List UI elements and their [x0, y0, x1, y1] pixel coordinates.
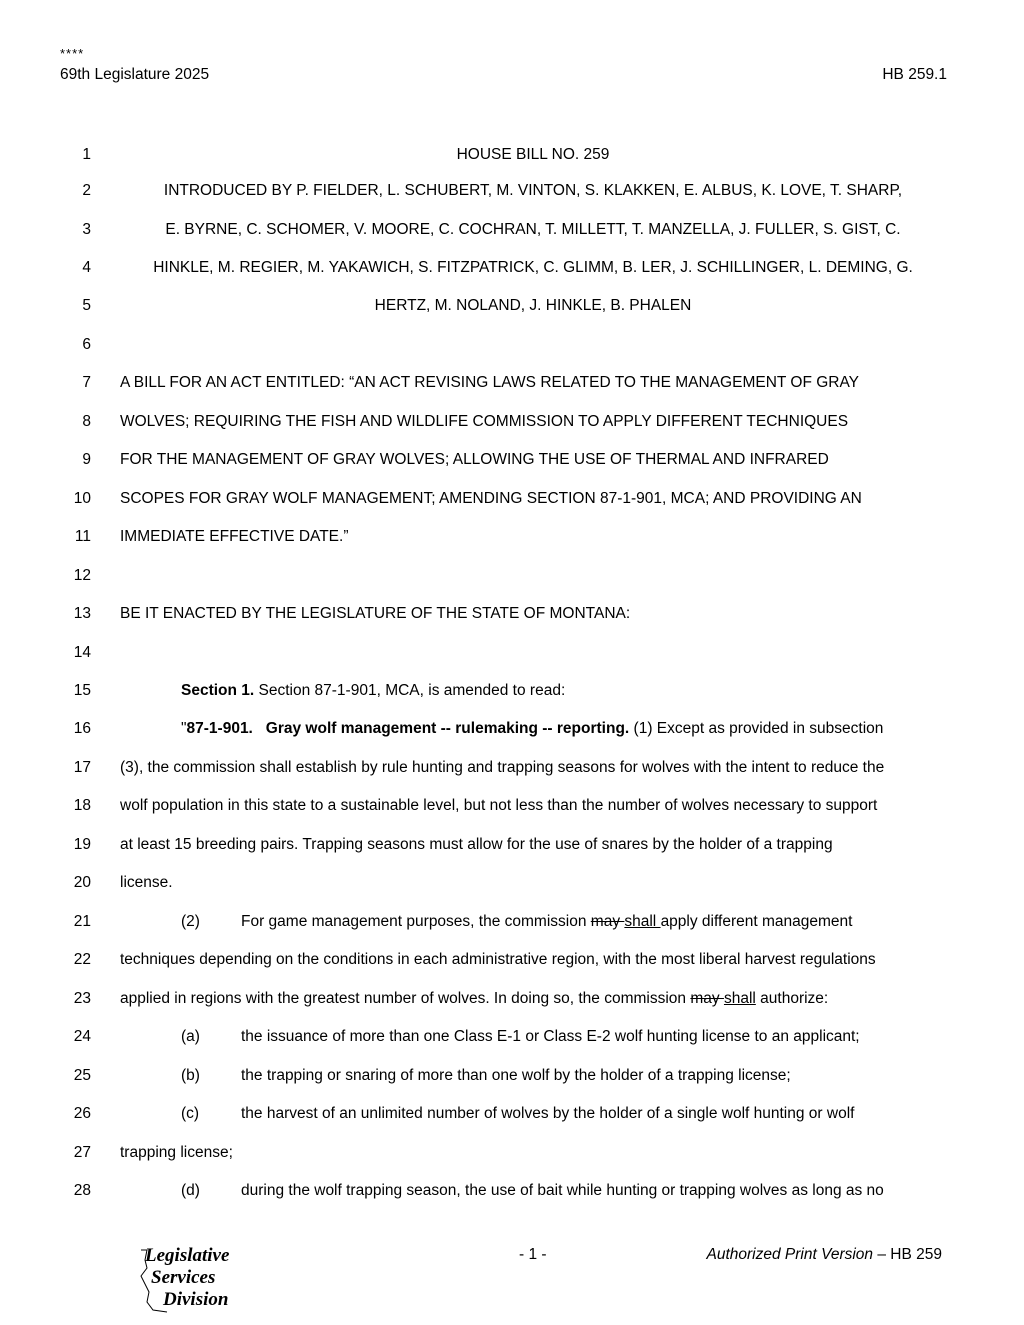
line-12: [0, 567, 1024, 587]
line-10: [0, 490, 1024, 510]
statute-text: (3), the commission shall establish by rule hunting and trapping seasons for wolves with the intent to reduce the: [120, 759, 885, 776]
deleted-text: may: [590, 913, 625, 930]
line-24: [0, 1028, 1024, 1048]
line-number: 4: [82, 259, 91, 276]
statute-text: (1) Except as provided in subsection: [629, 720, 884, 737]
logo-line-1: Legislative: [145, 1245, 230, 1266]
line-number: 19: [73, 836, 91, 853]
line-number: 8: [82, 413, 91, 430]
item-text: the issuance of more than one Class E-1 or Class E-2 wolf hunting license to an applicant;: [241, 1028, 860, 1045]
section-heading: [181, 682, 946, 700]
section-text: Section 87-1-901, MCA, is amended to read:: [254, 682, 566, 699]
line-11: [0, 528, 1024, 548]
line-number: 24: [73, 1028, 91, 1045]
line-14: [0, 644, 1024, 664]
line-26: [0, 1105, 1024, 1125]
line-number: 3: [82, 221, 91, 238]
line-number: 1: [82, 146, 91, 163]
subsection-text: [241, 913, 946, 931]
line-number: 10: [73, 490, 91, 507]
act-title-line: FOR THE MANAGEMENT OF GRAY WOLVES; ALLOWING THE USE OF THERMAL AND INFRARED: [120, 451, 829, 468]
deleted-text: may: [690, 990, 724, 1007]
item-label: (d): [181, 1182, 200, 1199]
statute-text: wolf population in this state to a sustainable level, but not less than the number of wolves necessary to support: [120, 797, 878, 814]
line-number: 22: [73, 951, 91, 968]
line-8: [0, 413, 1024, 433]
line-number: 26: [73, 1105, 91, 1122]
line-number: 11: [74, 528, 91, 545]
section-label: Section 1.: [181, 682, 255, 699]
header-bill-id: HB 259.1: [882, 66, 947, 83]
inserted-text: shall: [723, 990, 756, 1007]
line-21: [0, 913, 1024, 933]
line-20: [0, 874, 1024, 894]
text-run: apply different management: [660, 913, 853, 930]
text-run: For game management purposes, the commission: [241, 913, 591, 930]
open-quote: ": [181, 720, 187, 737]
inserted-text: ,: [594, 951, 600, 968]
line-18: [0, 797, 1024, 817]
line-number: 25: [73, 1067, 91, 1084]
act-title-line: A BILL FOR AN ACT ENTITLED: “AN ACT REVISING LAWS RELATED TO THE MANAGEMENT OF GRAY: [120, 374, 859, 391]
line-number: 27: [73, 1144, 91, 1161]
sponsors-line: HINKLE, M. REGIER, M. YAKAWICH, S. FITZPATRICK, C. GLIMM, B. LER, J. SCHILLINGER, L. DEMING, G.: [153, 259, 913, 276]
line-number: 2: [82, 182, 91, 199]
line-6: [0, 336, 1024, 356]
sponsors-line: INTRODUCED BY P. FIELDER, L. SCHUBERT, M. VINTON, S. KLAKKEN, E. ALBUS, K. LOVE, T. SHARP,: [163, 182, 903, 199]
authorized-print-version: [706, 1246, 942, 1264]
line-number: 13: [73, 605, 91, 622]
header-stars: ****: [60, 46, 85, 61]
act-title-line: IMMEDIATE EFFECTIVE DATE.”: [120, 528, 349, 545]
item-label: (c): [181, 1105, 200, 1122]
item-label: (a): [181, 1028, 200, 1045]
statute-text: [120, 951, 946, 969]
line-number: 9: [82, 451, 91, 468]
inserted-text: shall: [624, 913, 661, 930]
lsd-logo: [137, 1246, 257, 1316]
line-number: 6: [82, 336, 91, 353]
line-1: [0, 146, 1024, 166]
page-number: - 1 -: [519, 1246, 547, 1263]
line-7: [0, 374, 1024, 394]
text-run: with the most liberal harvest regulations: [599, 951, 876, 968]
line-number: 5: [82, 297, 91, 314]
line-number: 15: [73, 682, 91, 699]
line-27: [0, 1144, 1024, 1164]
statute-title: 87-1-901. Gray wolf management -- rulemaking -- reporting.: [186, 720, 630, 737]
line-28: [0, 1182, 1024, 1202]
statute-text: license.: [120, 874, 173, 891]
line-5: [0, 297, 1024, 317]
logo-line-3: Division: [163, 1289, 229, 1310]
item-text: trapping license;: [120, 1144, 233, 1161]
line-number: 17: [73, 759, 91, 776]
line-number: 7: [82, 374, 91, 391]
line-22: [0, 951, 1024, 971]
act-title-line: WOLVES; REQUIRING THE FISH AND WILDLIFE COMMISSION TO APPLY DIFFERENT TECHNIQUES: [120, 413, 849, 430]
item-text: during the wolf trapping season, the use of bait while hunting or trapping wolves as long as no: [241, 1182, 884, 1199]
line-16: [0, 720, 1024, 740]
line-number: 18: [73, 797, 91, 814]
item-text: the harvest of an unlimited number of wolves by the holder of a single wolf hunting or wolf: [241, 1105, 855, 1122]
line-15: [0, 682, 1024, 702]
statute-heading: [181, 720, 946, 738]
line-17: [0, 759, 1024, 779]
line-number: 16: [73, 720, 91, 737]
act-title-line: SCOPES FOR GRAY WOLF MANAGEMENT; AMENDING SECTION 87-1-901, MCA; AND PROVIDING AN: [120, 490, 862, 507]
text-run: applied in regions with the greatest number of wolves. In doing so, the commission: [120, 990, 691, 1007]
item-label: (b): [181, 1067, 200, 1084]
bill-title: HOUSE BILL NO. 259: [456, 146, 610, 163]
line-13: [0, 605, 1024, 625]
line-23: [0, 990, 1024, 1010]
line-3: [0, 221, 1024, 241]
line-2: [0, 182, 1024, 202]
sponsors-line: HERTZ, M. NOLAND, J. HINKLE, B. PHALEN: [374, 297, 692, 314]
line-number: 28: [73, 1182, 91, 1199]
text-run: authorize:: [755, 990, 829, 1007]
sponsors-line: E. BYRNE, C. SCHOMER, V. MOORE, C. COCHRAN, T. MILLETT, T. MANZELLA, J. FULLER, S. GIST, C.: [165, 221, 901, 238]
item-text: the trapping or snaring of more than one wolf by the holder of a trapping license;: [241, 1067, 791, 1084]
text-run: techniques depending on the conditions in each administrative region: [120, 951, 595, 968]
line-number: 23: [73, 990, 91, 1007]
line-number: 14: [73, 644, 91, 661]
line-19: [0, 836, 1024, 856]
enacting-clause: BE IT ENACTED BY THE LEGISLATURE OF THE STATE OF MONTANA:: [120, 605, 631, 622]
statute-text: at least 15 breeding pairs. Trapping seasons must allow for the use of snares by the holder of a trapping: [120, 836, 833, 853]
line-number: 21: [73, 913, 91, 930]
header-legislature: 69th Legislature 2025: [60, 66, 210, 83]
line-4: [0, 259, 1024, 279]
line-number: 20: [73, 874, 91, 891]
line-25: [0, 1067, 1024, 1087]
line-number: 12: [73, 567, 91, 584]
auth-bill: – HB 259: [873, 1246, 942, 1263]
subsection-label: (2): [181, 913, 200, 930]
logo-line-2: Services: [151, 1267, 216, 1288]
statute-text: [120, 990, 946, 1008]
line-9: [0, 451, 1024, 471]
auth-label: Authorized Print Version: [706, 1246, 874, 1263]
